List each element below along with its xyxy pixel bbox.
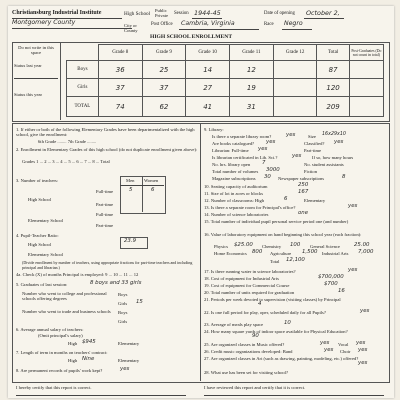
q3-full-women: 6 (151, 187, 155, 193)
q3-elem-label: Elementary School (28, 218, 64, 223)
col-header: Grade 12 (273, 45, 317, 61)
date-underline (304, 18, 344, 19)
county-underline (12, 28, 132, 29)
col-header: Grade 11 (230, 45, 274, 61)
q16-home-label: Home Economics (214, 251, 247, 256)
q16-gen-label: General Science (310, 244, 340, 249)
q9b-value: yes (266, 139, 276, 145)
q5-trade-girls: Girls (118, 319, 128, 324)
q5-trade-text: Number who went to trade and business schools (22, 309, 111, 314)
q9e-students-label: No. student assistants (304, 162, 344, 167)
q9a-size-label: Size (308, 134, 316, 139)
q9f-fiction-label: Fiction (304, 169, 318, 174)
q18-text: 18. Cost of equipment for Industrial Arts (204, 276, 279, 281)
q26-text: 26. Credit music organizations developed: Band (204, 349, 293, 354)
q1-grades: 6th Grade ........ 7th Grade ........ (38, 139, 97, 144)
q9b-text: Are books catalogued? (212, 141, 255, 146)
q26-choir-value: yes (358, 347, 368, 353)
q3-elem-full: Full-time (96, 212, 114, 217)
q3-full-men: 5 (129, 187, 133, 193)
signature-line-right (204, 395, 384, 396)
q25-value: yes (320, 340, 330, 346)
enrollment-cell: 12 (230, 61, 274, 79)
post-office-value: Cambria, Virginia (181, 20, 235, 27)
county-value: Montgomery County (12, 19, 76, 26)
q16-ag-label: Agriculture (270, 251, 292, 256)
school-name: Christiansburg Industrial Institute (12, 10, 102, 16)
col-header: Post-Graduates (Do not count in total) (349, 45, 383, 61)
q9g-text: Magazine subscriptions (212, 176, 256, 181)
certify-right: I have reviewed this report and certify that it is correct. (204, 385, 306, 390)
q9a-value: yes (286, 132, 296, 138)
q9b-class-label: Classified? (304, 141, 325, 146)
enrollment-form-page (8, 6, 394, 398)
q9g-news-value: 8 (342, 174, 346, 180)
q6-high-value: $945 (82, 339, 96, 345)
q4-hs-value: 23.9 (124, 238, 137, 244)
q9c-part-label: Part-time (304, 148, 322, 153)
session-label: Session (174, 11, 189, 16)
row-label: TOTAL (67, 97, 99, 117)
q22-text: 22. Is one full period for play, oper, scheduled daily for all Pupils? (204, 310, 326, 315)
enrollment-cell (273, 61, 317, 79)
q9f-text: Total number of volumes (212, 169, 259, 174)
q9-text: 9. Library: (204, 127, 224, 132)
enrollment-cell: 87 (317, 61, 349, 79)
q5-college-boys: Boys (118, 292, 128, 297)
left-note-3: Status this year (14, 92, 43, 97)
enrollment-cell: 19 (230, 79, 274, 97)
q1-text: 1. If either or both of the following Elementary Grades have been departmentalized with the high school, give the enrollment: (16, 127, 195, 138)
q14-text: 14. Number of science laboratories (204, 212, 269, 217)
column-divider (200, 123, 201, 381)
q9f-value: 3000 (266, 167, 280, 173)
enrollment-table (66, 44, 384, 117)
q10-value: 250 (298, 182, 309, 188)
enrollment-cell: 31 (230, 97, 274, 117)
q3-elem-part: Part-time (96, 223, 114, 228)
enrollment-cell (349, 97, 383, 117)
q9c-value: yes (258, 146, 268, 152)
q16-chem-label: Chemistry (262, 244, 282, 249)
q5-value: 8 boys and 33 girls (90, 280, 142, 286)
left-note-2: Status last year (14, 63, 42, 68)
q9b-class-value: yes (334, 139, 344, 145)
corner-cell (67, 45, 99, 61)
q22-value: yes (360, 308, 370, 314)
q6-note: (Omit principal's salary) (38, 333, 83, 338)
post-office-label: Post Office (151, 22, 173, 27)
q16-physics-label: Physics (214, 244, 229, 249)
q3-text: 3. Number of teachers: (16, 178, 59, 183)
enrollment-cell: 37 (98, 79, 142, 97)
q5-college-text: Number who went to college and professional schools offering degrees (22, 291, 107, 302)
q9a-text: Is there a separate library room? (212, 134, 272, 139)
q2-text: 2. Enrollment in Elementary Grades of this high school (do not duplicate enrollment given above): (16, 147, 198, 152)
q16-home-value: 800 (252, 249, 263, 255)
q27-text: 27. Are organized classes in Art (such as drawing, painting, modeling, etc.) offered? (204, 356, 359, 361)
enrollment-cell: 25 (142, 61, 186, 79)
row-label: Boys (67, 61, 99, 79)
q19-text: 19. Cost of equipment for Commercial Course (204, 283, 290, 288)
q28-text: 28. What use has been set for visiting school? (204, 370, 288, 375)
q2-grades: Grades 1 ... 2 ... 3 ... 4 ... 5 ... 6 ... 7 ... 8 ... Total (22, 159, 110, 164)
q8-text: 8. Are permanent records of pupils' work kept? (16, 368, 103, 373)
q17-text: 17. Is there running water in science laboratories? (204, 269, 296, 274)
q4-text: 4. Pupil-Teacher Ratio: (16, 233, 59, 238)
q9g-value: 30 (264, 174, 271, 180)
q13-value: yes (348, 203, 358, 209)
q16-total-label: Total (270, 259, 280, 264)
q23-value: 10 (284, 320, 291, 326)
left-note-line (14, 78, 58, 79)
q5-college-girls: Girls (118, 301, 128, 306)
city-or-county-label: City or County (124, 23, 138, 33)
q5-text: 5. Graduates of last session: (16, 282, 68, 287)
teachers-box-divider (142, 176, 143, 212)
section-title: HIGH SCHOOL ENROLLMENT (150, 34, 233, 40)
q9c-text: Librarian: Full-time (212, 148, 249, 153)
q11-value: 167 (298, 189, 309, 195)
session-underline (192, 18, 222, 19)
q12-text: 12. Number of classrooms: High (204, 198, 265, 203)
q7-high-label: High (68, 358, 78, 363)
q10-text: 10. Seating capacity of auditorium (204, 184, 268, 189)
q12-value: 6 (284, 196, 288, 202)
date-value: October 2, (306, 9, 340, 17)
q21-value: 4 (258, 301, 262, 307)
q3-women-label: Women (144, 178, 159, 183)
q9d-hours-label: If so, how many hours (312, 155, 354, 160)
q15-text: 15. Total number of individual pupil personal service period one (and number) (204, 219, 349, 224)
q26-band-value: yes (324, 347, 334, 353)
enrollment-cell (273, 79, 317, 97)
q8-value: yes (120, 366, 130, 372)
col-header: Total (317, 45, 349, 61)
enrollment-cell: 36 (98, 61, 142, 79)
q3-full-label: Full-time (96, 189, 114, 194)
enrollment-cell (349, 79, 383, 97)
q13-text: 13. Is there a separate room for Principal's office? (204, 205, 296, 210)
q5-college-girls-value: 15 (136, 299, 143, 305)
signature-line-left (16, 395, 186, 396)
q25-vocal-label: Vocal (338, 342, 349, 347)
q6-high-label: High (68, 341, 78, 346)
q7-elem-label: Elementary (118, 358, 140, 363)
race-value: Negro (284, 20, 303, 27)
q5-trade-boys: Boys (118, 310, 128, 315)
post-office-underline (179, 29, 259, 30)
q20-value: 16 (338, 288, 345, 294)
q14-value: one (298, 210, 309, 216)
enrollment-cell: 37 (142, 79, 186, 97)
q24-value: 90 (252, 333, 259, 339)
q6-text: 6. Average annual salary of teachers: (16, 327, 84, 332)
q23-text: 23. Average of meals play space (204, 322, 264, 327)
q17-value: yes (348, 267, 358, 273)
q4-elem-label: Elementary School (28, 252, 64, 257)
q4-note: (Divide enrollment by number of teachers, using appropriate fractions for part-time teachers and including principal and librarian.) (22, 260, 193, 270)
q11-text: 11. Size of lot in acres or blocks (204, 191, 264, 196)
col-header: Grade 8 (98, 45, 142, 61)
col-header: Grade 9 (142, 45, 186, 61)
enrollment-cell: 74 (98, 97, 142, 117)
enrollment-cell: 62 (142, 97, 186, 117)
q25-vocal-value: yes (356, 340, 366, 346)
q16-ind-value: 7,000 (358, 249, 374, 255)
enrollment-cell: 27 (186, 79, 230, 97)
q16-text: 16. Value of laboratory equipment on hand beginning this school year (each fraction): (204, 232, 362, 237)
q18-value: $700,000 (318, 274, 344, 280)
q9d-value: yes (292, 153, 302, 159)
q4a-text: 4a. Check (X) of months Principal is employed: 9 ... 10 ... 11 ... 12 (16, 272, 139, 277)
q27-value: yes (358, 360, 368, 366)
q4-hs-label: High School (28, 242, 52, 247)
q25-text: 25. Are organized classes in Music offered? (204, 342, 285, 347)
teachers-box-hline (120, 185, 164, 186)
date-label: Date of opening (264, 11, 295, 16)
q26-choir-label: Choir (340, 349, 351, 354)
q9a-size-value: 16x29x10 (322, 132, 346, 137)
q16-ind-label: Industrial Arts (322, 251, 349, 256)
q9d-text: Is librarian certificated in Lib. Sci.? (212, 155, 278, 160)
q20-text: 20. Total number of units required for graduation (204, 290, 295, 295)
q16-gen-value: 25.00 (354, 242, 370, 248)
q12-elem-label: Elementary (304, 198, 326, 203)
enrollment-cell: 14 (186, 61, 230, 79)
race-underline (282, 29, 312, 30)
row-label: Girls (67, 79, 99, 97)
q9g-news-label: Newspaper subscriptions (278, 176, 325, 181)
enrollment-cell (273, 97, 317, 117)
q16-chem-value: 100 (290, 242, 301, 248)
q3-men-label: Men (126, 178, 135, 183)
q9e-text: No. hrs. library open (212, 162, 251, 167)
race-label: Race (264, 22, 274, 27)
left-note-divider (60, 42, 61, 120)
q6-elem-label: Elementary (118, 341, 140, 346)
q24-text: 24. How many square yards of indoor space available for Physical Education? (204, 329, 348, 334)
session-value: 1944-45 (194, 9, 221, 17)
q21-text: 21. Periods per week devoted to supervision (visiting classes) by Principal (204, 297, 341, 302)
q19-value: $700 (324, 281, 338, 287)
q16-physics-value: $25.00 (234, 242, 253, 248)
enrollment-cell: 209 (317, 97, 349, 117)
col-header: Grade 10 (186, 45, 230, 61)
q9e-value: 7 (262, 160, 266, 166)
q3-part-label: Part-time (96, 202, 114, 207)
certify-left: I hereby certify that this report is correct. (16, 385, 92, 390)
q16-ag-value: 1,500 (302, 249, 318, 255)
left-note-1: Do not write in this space (18, 45, 54, 56)
q7-high-value: Nine (82, 356, 95, 362)
ownership: Public Private (155, 8, 169, 18)
school-type: High School (124, 11, 151, 17)
enrollment-cell: 41 (186, 97, 230, 117)
q3-hs-label: High School (28, 197, 52, 202)
q16-total-value: 12,100 (286, 257, 305, 263)
enrollment-cell: 120 (317, 79, 349, 97)
enrollment-cell (349, 61, 383, 79)
q7-text: 7. Length of term in months on teachers' contract: (16, 350, 108, 355)
